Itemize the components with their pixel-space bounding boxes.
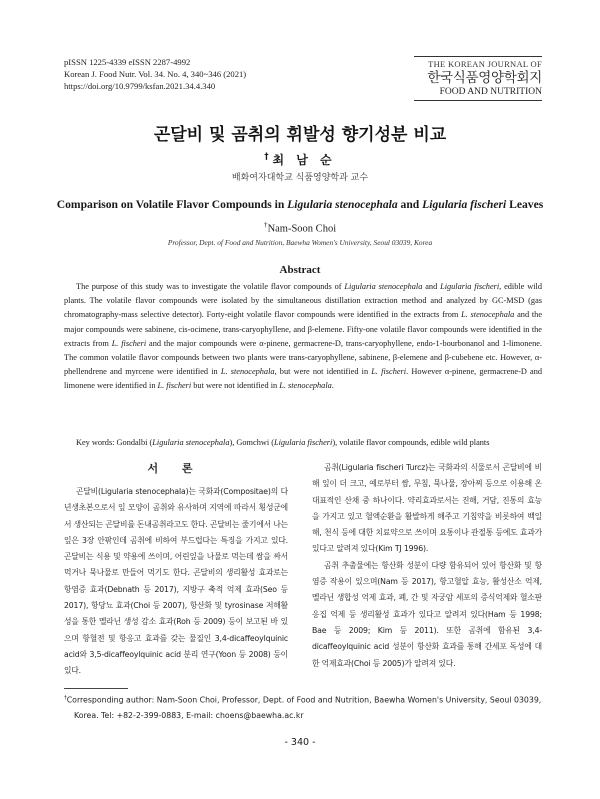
section-heading-introduction: 서 론: [147, 462, 203, 475]
journal-name-en-top: THE KOREAN JOURNAL OF: [428, 59, 542, 69]
footnote-mark: †: [64, 695, 67, 701]
title-en-part: and: [397, 198, 423, 211]
abstract-heading: Abstract: [279, 264, 321, 276]
right-column: [312, 460, 542, 672]
footnote-line-2: Korea. Tel: +82-2-399-0883, E-mail: choens@baewha.ac.kr: [74, 710, 304, 720]
masthead-rule: [414, 56, 542, 57]
title-en-part: Comparison on Volatile Flavor Compounds in: [56, 198, 288, 211]
title-en-species-2: Ligularia fischeri: [422, 198, 507, 211]
paper-title-en: [0, 198, 600, 211]
author-en-name: Nam-Soon Choi: [267, 223, 337, 235]
paragraph: 곰취(Ligularia fischeri Turcz)는 국화과의 식물로서 곤달비에 비해 잎이 더 크고, 예로부터 쌈, 무침, 묵나물, 장아찌 등으로 이용해 온 대표적인 산채 중 하나이다. 약리효과로서는 진해, 거담, 진통의 효능을 가지고 있고 혈액순환을 활발하게 해주고 기침약을 비롯하여 백일해, 천식 등에 대한 치료약으로 쓰이며 요통이나 관절통 등에도 효과가 있다고 알려져 있다(Kim TJ 1996).: [312, 463, 542, 554]
publication-meta: [64, 56, 246, 92]
paragraph: 곤달비(Ligularia stenocephala)는 국화과(Compositae)의 다년생초본으로서 잎 모양이 곰취와 유사하며 지역에 따라서 횡성군에서 생산되는 곤달비를 돈내곰취라고도 한다. 곤달비는 줄기에서 나는 잎은 3장 안팎인데 곰취에 비하여 부드럽다는 특징을 가지고 있다. 곤달비는 식용 및 약용에 쓰이며, 어린잎을 나물로 먹는데 쌈을 싸서 먹거나 묵나물로 만들어 먹기도 한다. 곤달비의 생리활성 효과로는 항염증 효과(Debnath 등 2017), 지방구 축적 억제 효과(Seo 등 2017), 항당뇨 효과(Choi 등 2007), 항산화 및 tyrosinase 저해활성을 통한 멜라닌 생성 감소 효과(Roh 등 2009) 등이 보고된 바 있으며 항혈전 및 항응고 효과를 갖는 물질인 3,4-dicaffeoylquinic acid와 3,5-dicaffeoylquinic acid 분리 연구(Yoon 등 2008) 등이 있다.: [64, 487, 288, 676]
footnote: [64, 691, 544, 723]
abstract-body: The purpose of this study was to investigate the volatile flavor compounds of Ligularia stenocephala and Ligularia fischeri, edible wild plants. The volatile flavor compounds were isolated by the simultaneous distillation extraction method and analyzed by GC-MSD (gas chromatography-mass selective detector). Forty-eight volatile flavor compounds were identified in the extracts from L. stenocephala and the major compounds were sabinene, cis-ocimene, trans-caryophyllene, and β-elemene. Fifty-one volatile flavor compounds were identified in the extracts from L. fischeri and the major compounds were α-pinene, germacrene-D, trans-caryophyllene, endo-1-bourbonanol and 1-limonene. The common volatile flavor compounds between two plants were trans-caryophyllene, sabinene, β-elemene and β-cubebene etc. However, α-phellendrene and myrcene were identified in L. stenocephala, but were not identified in L. fischeri. However α-pinene, germacrene-D and limonene were identified in L. fischeri but were not identified in L. stenocephala.: [64, 282, 543, 391]
journal-name-en-bottom: FOOD AND NUTRITION: [414, 87, 542, 101]
title-en-part: Leaves: [506, 198, 544, 211]
journal-masthead: [414, 56, 542, 101]
affiliation-en: Professor, Dept. of Food and Nutrition, Baewha Women's University, Seoul 03039, Korea: [167, 238, 433, 247]
footnote-rule: [64, 688, 128, 689]
paper-title-ko: 곤달비 및 곰취의 휘발성 향기성분 비교: [153, 125, 447, 145]
corresponding-mark-en: †: [263, 220, 268, 229]
citation-line: Korean J. Food Nutr. Vol. 34. No. 4, 340~346 (2021): [64, 69, 247, 79]
issn-line: pISSN 1225-4339 eISSN 2287-4992: [64, 57, 191, 67]
corresponding-mark: †: [264, 151, 273, 161]
keywords-label: Key words:: [76, 438, 115, 447]
keywords: Key words: Gondalbi (Ligularia stenocephala), Gomchwi (Ligularia fischeri), volatile flavor compounds, edible wild plants: [76, 438, 490, 447]
journal-name-ko: 한국식품영양학회지: [427, 70, 542, 86]
author-ko: [0, 151, 600, 168]
author-ko-name: 최 남 순: [272, 153, 336, 167]
footnote-line-1: Corresponding author: Nam-Soon Choi, Professor, Dept. of Food and Nutrition, Baewha Women's University, Seoul 03039,: [66, 695, 542, 705]
left-column: [64, 484, 288, 680]
affiliation-ko: 배화여자대학교 식품영양학과 교수: [231, 173, 369, 183]
author-en: [0, 220, 600, 235]
page-number: - 340 -: [284, 737, 316, 748]
doi-link[interactable]: https://doi.org/10.9799/ksfan.2021.34.4.340: [64, 81, 216, 91]
paragraph: 곰취 추출물에는 항산화 성분이 다량 함유되어 있어 항산화 및 항염증 작용이 있으며(Nam 등 2017), 항고혈압 효능, 활성산소 억제, 멜라닌 생합성 억제 효과, 폐, 간 및 자궁암 세포의 증식억제와 혈소판 응집 억제 등 생리활성 효과가 있다고 알려져 있다(Ham 등 1998; Bae 등 2009; Kim 등 2011). 또한 곰취에 함유된 3,4-dicaffeoylquinic acid 성분이 항산화 효과를 통해 간세포 독성에 대한 억제효과(Choi 등 2005)가 알려져 있다.: [312, 560, 542, 668]
title-en-species-1: Ligularia stenocephala: [287, 198, 398, 211]
